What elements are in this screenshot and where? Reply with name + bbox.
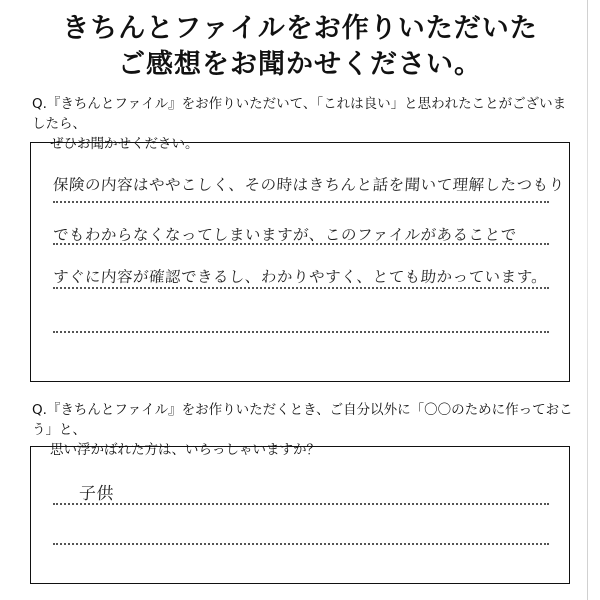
- answer-1-box[interactable]: [30, 142, 570, 382]
- question-2-line-2: 思い浮かばれた方は、いらっしゃいますか？: [50, 442, 320, 458]
- page-title-line-2: ご感想をお聞かせください。: [118, 49, 482, 80]
- answer-2-ruled-line-1: [53, 503, 549, 505]
- answer-1-ruled-line-4: [53, 331, 549, 333]
- answer-1-text-line-3: すぐに内容が確認できるし、わかりやすく、とても助かっています。: [52, 268, 549, 286]
- answer-1-ruled-line-3: [53, 287, 549, 289]
- answer-1-ruled-line-2: [53, 243, 549, 245]
- answer-1-ruled-line-1: [53, 201, 549, 203]
- question-1-line-1: Q.『きちんとファイル』をお作りいただいて、「これは良い」と思われたことがございましたら、: [32, 96, 567, 132]
- question-2-line-1: Q.『きちんとファイル』をお作りいただくとき、ご自分以外に「〇〇のために作っておこう」と、: [32, 402, 573, 438]
- answer-2-text-line-1: 子供: [78, 484, 115, 504]
- answer-2-ruled-line-2: [53, 543, 549, 545]
- page-title-line-1: きちんとファイルをお作りいただいた: [62, 13, 538, 44]
- answer-1-text-line-1: 保険の内容はややこしく、その時はきちんと話を聞いて理解したつもり: [52, 176, 566, 194]
- answer-1-text-line-2: でもわからなくなってしまいますが、このファイルがあることで: [52, 226, 518, 244]
- answer-2-box[interactable]: [30, 446, 570, 584]
- page-edge-shadow: [587, 0, 588, 600]
- question-1-line-2: ぜひお聞かせください。: [50, 136, 199, 152]
